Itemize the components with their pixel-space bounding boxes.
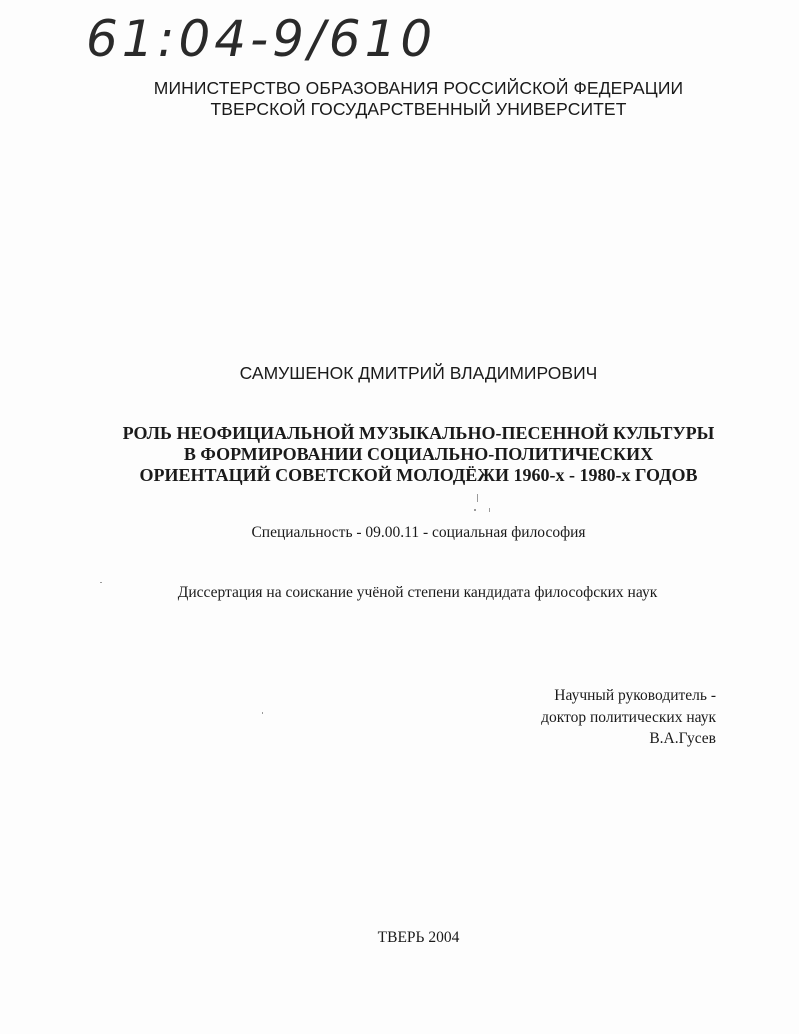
scan-artifact (477, 494, 478, 502)
title-line-3: ОРИЕНТАЦИЙ СОВЕТСКОЙ МОЛОДЁЖИ 1960-х - 1980-х ГОДОВ (139, 465, 698, 485)
title-line-1: РОЛЬ НЕОФИЦИАЛЬНОЙ МУЗЫКАЛЬНО-ПЕСЕННОЙ КУЛЬТУРЫ (122, 423, 715, 443)
author-block (0, 363, 799, 384)
supervisor-block (541, 685, 716, 750)
supervisor-role: Научный руководитель - (554, 687, 716, 704)
dissertation-text: Диссертация на соискание учёной степени кандидата философских наук (177, 584, 658, 601)
handwritten-code-drawing (84, 6, 464, 68)
ministry-name: МИНИСТЕРСТВО ОБРАЗОВАНИЯ РОССИЙСКОЙ ФЕДЕРАЦИИ (153, 78, 684, 98)
supervisor-degree: доктор политических наук (541, 708, 716, 726)
city-year: ТВЕРЬ 2004 (377, 929, 460, 946)
degree-block (0, 583, 799, 603)
specialty-block (0, 523, 799, 543)
scan-artifact (489, 508, 490, 512)
scan-artifact (262, 712, 263, 714)
supervisor-name: В.А.Гусев (649, 730, 716, 747)
scan-artifact (474, 509, 476, 511)
author-name: САМУШЕНОК ДМИТРИЙ ВЛАДИМИРОВИЧ (239, 363, 598, 383)
city-year-block (0, 928, 799, 948)
handwritten-code-text: 61:04-9/610 (86, 10, 437, 68)
university-name: ТВЕРСКОЙ ГОСУДАРСТВЕННЫЙ УНИВЕРСИТЕТ (210, 99, 627, 119)
dissertation-title (0, 423, 799, 486)
title-line-2: В ФОРМИРОВАНИИ СОЦИАЛЬНО-ПОЛИТИЧЕСКИХ (183, 444, 654, 464)
specialty-text: Специальность - 09.00.11 - социальная философия (251, 524, 586, 541)
handwritten-archive-code (84, 6, 464, 68)
institution-header (0, 78, 799, 120)
